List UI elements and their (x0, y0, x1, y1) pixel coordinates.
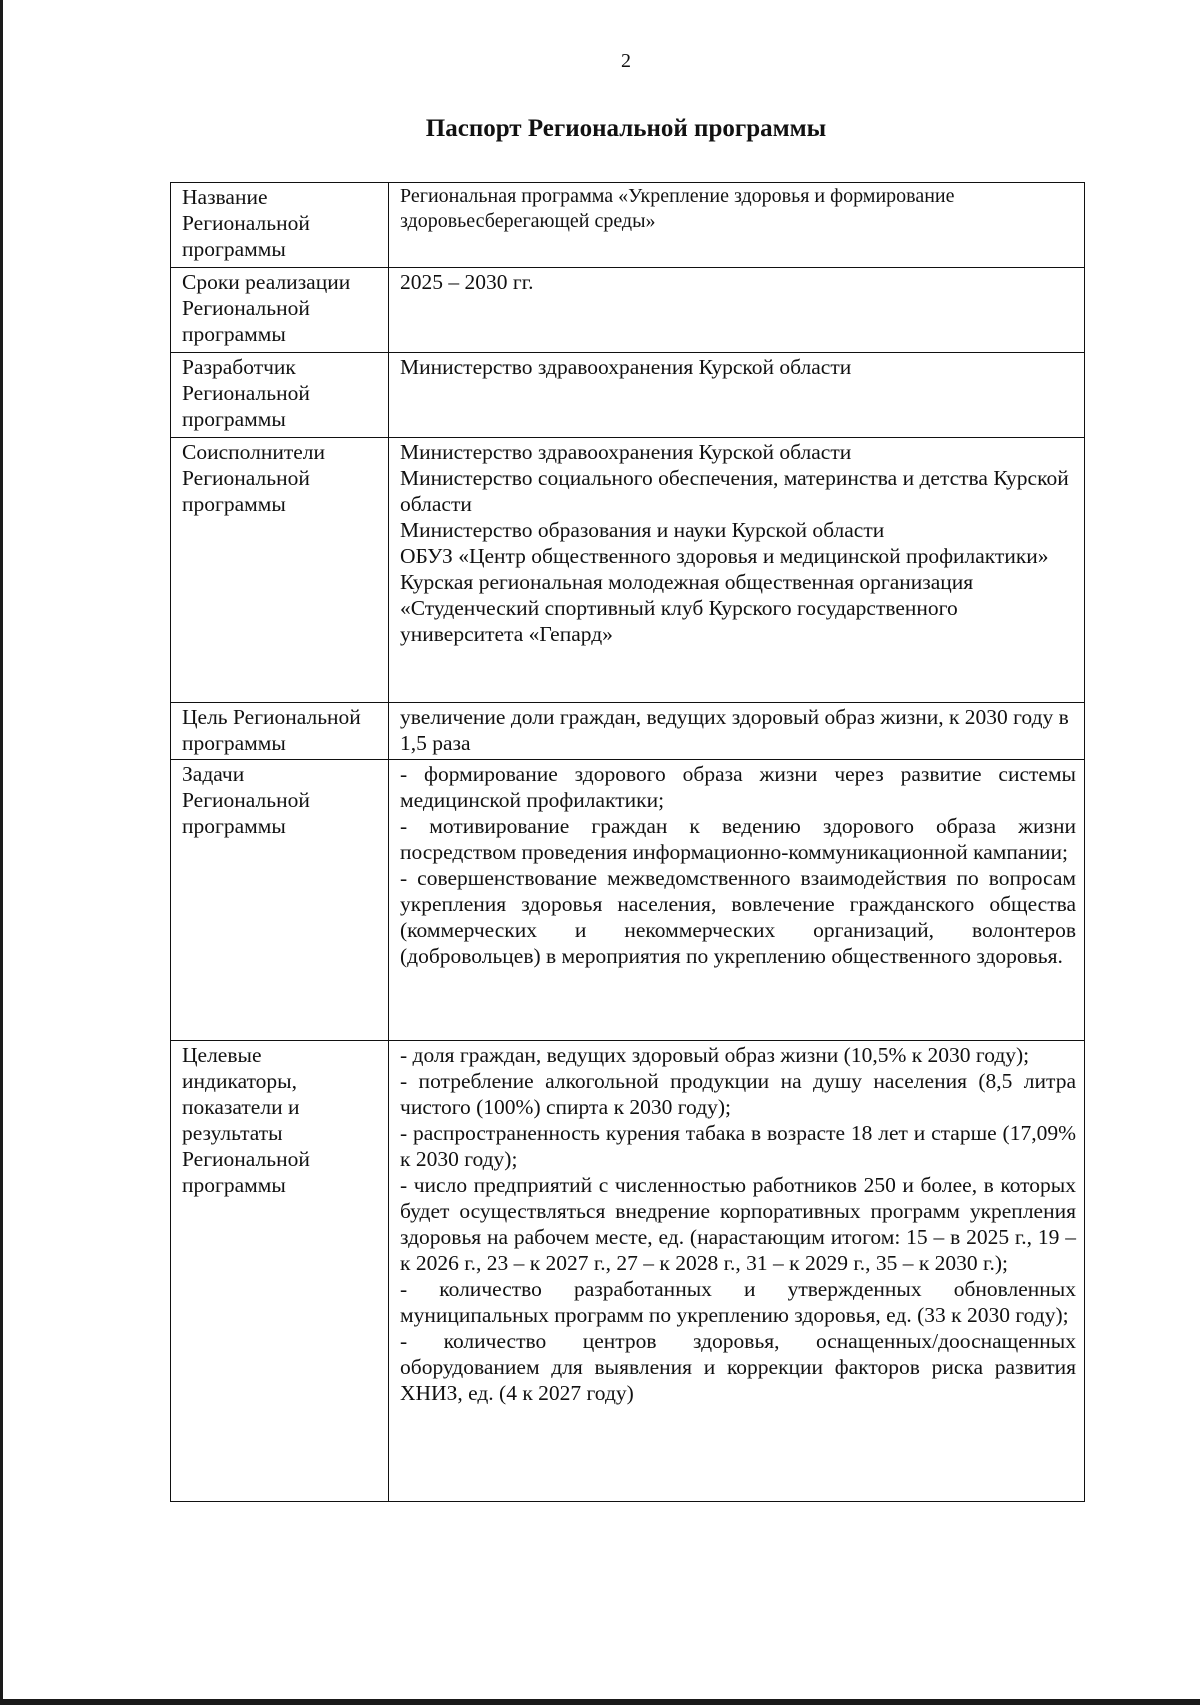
scan-edge-left (0, 0, 3, 1705)
indicator-item: - доля граждан, ведущих здоровый образ жизни (10,5% к 2030 году); (400, 1043, 1030, 1067)
indicator-item: - число предприятий с численностью работников 250 и более, в которых будет осуществляться внедрение корпоративных программ укрепления здоровья на рабочем месте, ед. (нарастающим итогом: 15 – в 2025 г., 19 – к 2026 г., 23 – к 2027 г., 27 – к 2028 г., 31 – к 2029 г., 35 – к 2030 г.); (400, 1173, 1076, 1275)
task-item: - совершенствование межведомственного взаимодействия по вопросам укрепления здоровья населения, вовлечение гражданского общества (коммерческих и некоммерческих организаций, волонтеров (добровольцев) в мероприятия по укреплению общественного здоровья. (400, 866, 1076, 968)
task-item: - формирование здорового образа жизни через развитие системы медицинской профилактики; (400, 762, 1076, 812)
table-row-tasks (171, 760, 1085, 1041)
indicator-item: - количество центров здоровья, оснащенных/дооснащенных оборудованием для выявления и коррекции факторов риска развития ХНИЗ, ед. (4 к 2027 году) (400, 1329, 1076, 1405)
table-row-co-executors (171, 438, 1085, 703)
table-row-program-name (171, 183, 1085, 268)
table-row-goal (171, 703, 1085, 760)
row-label-developer: Разработчик Региональной программы (171, 353, 389, 438)
passport-table (170, 182, 1085, 1502)
indicator-item: - количество разработанных и утвержденных обновленных муниципальных программ по укреплению здоровья, ед. (33 к 2030 году); (400, 1277, 1076, 1327)
row-value-program-name: Региональная программа «Укрепление здоровья и формирование здоровьесберегающей среды» (389, 183, 1085, 268)
row-label-tasks: Задачи Региональной программы (171, 760, 389, 1041)
table-row-terms (171, 268, 1085, 353)
row-value-goal: увеличение доли граждан, ведущих здоровый образ жизни, к 2030 году в 1,5 раза (389, 703, 1085, 760)
row-label-terms: Сроки реализации Региональной программы (171, 268, 389, 353)
row-label-goal: Цель Региональной программы (171, 703, 389, 760)
indicator-item: - распространенность курения табака в возрасте 18 лет и старше (17,09% к 2030 году); (400, 1121, 1076, 1171)
co-executor-item: Министерство образования и науки Курской области (400, 518, 885, 542)
row-value-tasks (389, 760, 1085, 1041)
scan-edge-bottom (0, 1699, 1200, 1705)
co-executor-item: ОБУЗ «Центр общественного здоровья и медицинской профилактики» (400, 544, 1049, 568)
task-item: - мотивирование граждан к ведению здорового образа жизни посредством проведения информационно-коммуникационной кампании; (400, 814, 1076, 864)
indicator-item: - потребление алкогольной продукции на душу населения (8,5 литра чистого (100%) спирта к 2030 году); (400, 1069, 1076, 1119)
co-executor-item: Курская региональная молодежная общественная организация «Студенческий спортивный клуб Курского государственного университета «Гепард» (400, 570, 974, 646)
row-label-co-executors: Соисполнители Региональной программы (171, 438, 389, 703)
table-row-indicators (171, 1041, 1085, 1502)
row-value-indicators (389, 1041, 1085, 1502)
page-number: 2 (621, 50, 631, 72)
row-value-co-executors (389, 438, 1085, 703)
row-value-terms: 2025 – 2030 гг. (389, 268, 1085, 353)
table-row-developer (171, 353, 1085, 438)
row-label-indicators: Целевые индикаторы, показатели и результаты Региональной программы (171, 1041, 389, 1502)
co-executor-item: Министерство социального обеспечения, материнства и детства Курской области (400, 466, 1069, 516)
document-title: Паспорт Региональной программы (425, 115, 827, 142)
co-executor-item: Министерство здравоохранения Курской области (400, 440, 852, 464)
row-label-program-name: Название Региональной программы (171, 183, 389, 268)
row-value-developer: Министерство здравоохранения Курской области (389, 353, 1085, 438)
